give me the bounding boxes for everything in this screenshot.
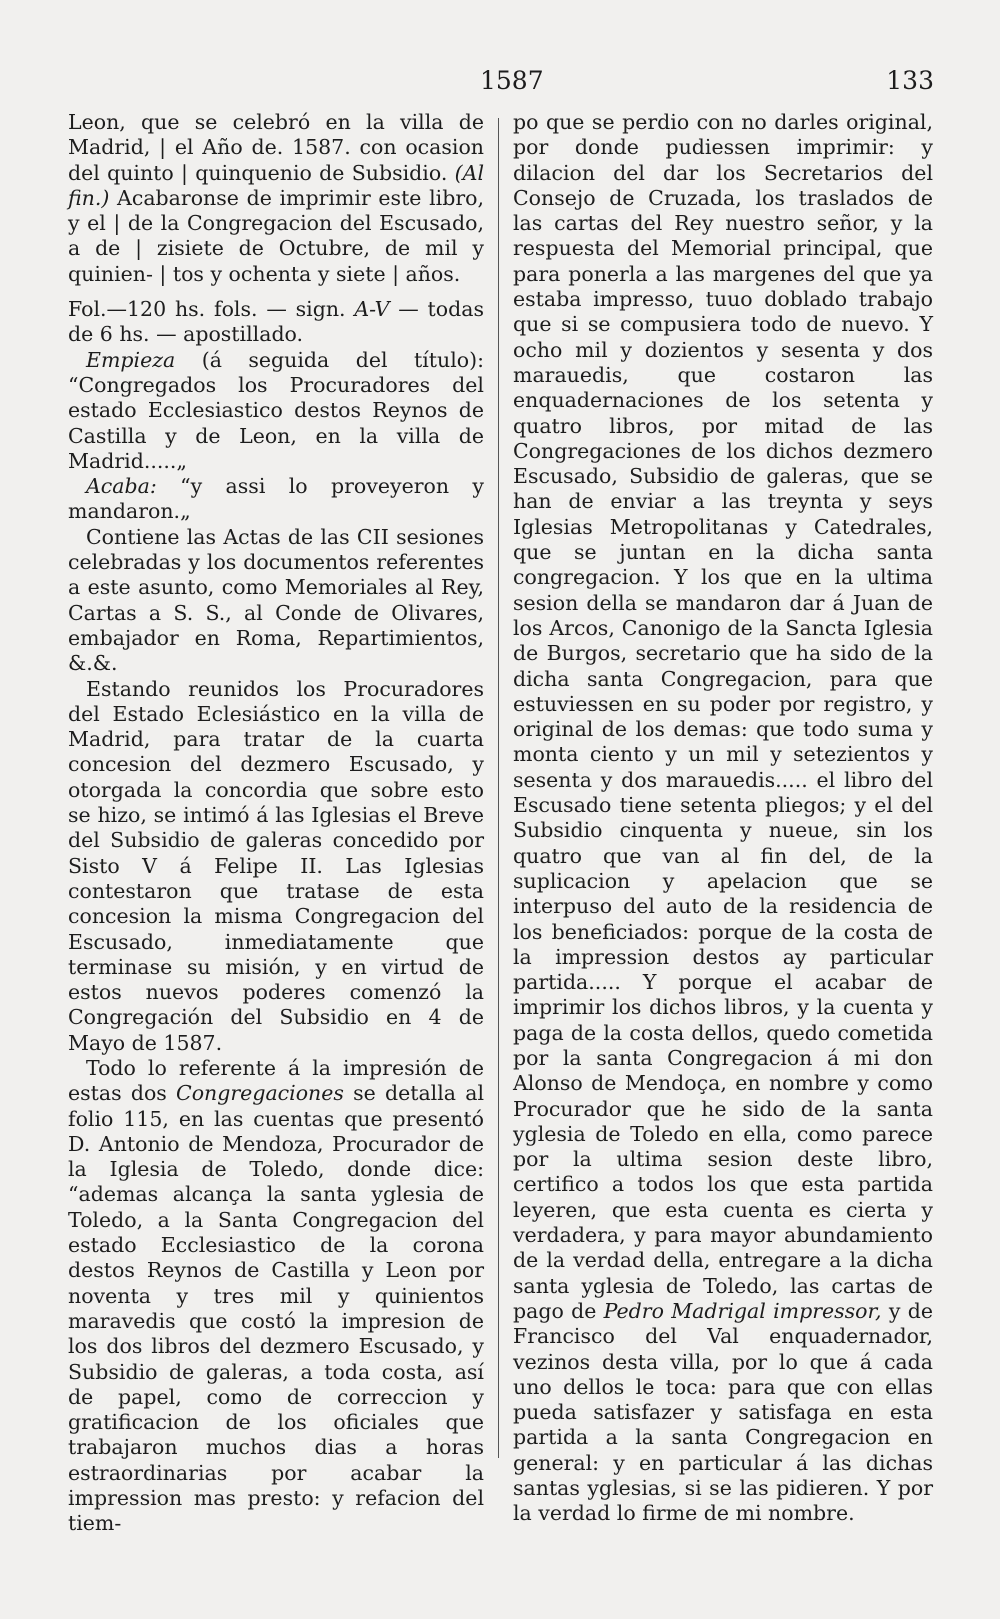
page-number: 133 [886, 66, 934, 95]
paragraph: Contiene las Actas de las CII sesiones celebradas y los documentos referentes a este asunto, como Memoriales al Rey, Cartas a S. S., al Conde de Olivares, embajador en Roma, Repartimientos, &.&. [68, 524, 484, 676]
paragraph: po que se perdio con no darles original, por donde pudiessen imprimir: y dilacion del dar los Secretarios del Consejo de Cruzada, los traslados de las cartas del Rey nuestro señor, y la respuesta del Memorial principal, que para ponerla a las margenes del que ya estaba impresso, tuuo doblado trabajo que si se compusiera todo de nuevo. Y ocho mil y dozientos y sesenta y dos marauedis, que costaron las enquadernaciones de los setenta y quatro libros, por mitad de las Congregaciones de los dichos dezmero Escusado, Subsidio de galeras, que se han de enviar a las treynta y seys Iglesias Metropolitanas y Catedrales, que se juntan en la dicha santa congregacion. Y los que en la ultima sesion della se mandaron dar á Juan de los Arcos, Canonigo de la Sancta Iglesia de Burgos, secretario que ha sido de la dicha santa Congregacion, para que estuviessen en su poder por registro, y original de los demas: que todo suma y monta ciento y un mil y setezientos y sesenta y dos marauedis..... el libro del Escusado tiene setenta pliegos; y el del Subsidio cinquenta y nueue, sin los quatro que van al fin del, de la suplicacion y apelacion que se interpuso del auto de la residencia de los beneficiados: porque de la costa de la impression destos ay particular partida..... Y porque el acabar de imprimir los dichos libros, y la cuenta y paga de la costa dellos, quedo cometida por la santa Congregacion á mi don Alonso de Mendoça, en nombre y como Procurador que he sido de la santa yglesia de Toledo en ella, como parece por la ultima sesion deste libro, certifico a todos los que esta partida leyeren, que esta cuenta es cierta y verdadera, y para mayor abundamiento de la verdad della, entregare a la dicha santa yglesia de Toledo, las cartas de pago de Pedro Madrigal impressor, y de Francisco del Val enquadernador, vezinos desta villa, por lo que á cada uno dellos le toca: para que con ellas pueda satisfazer y satisfaga en esta partida a la santa Congregacion en general: y en particular á las dichas santas yglesias, si se las pidieren. Y por la verdad lo firme de mi nombre. [513, 110, 933, 1526]
paragraph: Todo lo referente á la impresión de estas dos Congregaciones se detalla al folio 115, en las cuentas que presentó D. Antonio de Mendoza, Procurador de la Iglesia de Toledo, donde dice: “ademas alcança la santa yglesia de Toledo, a la Santa Congregacion del estado Ecclesiastico de la corona destos Reynos de Castilla y Leon por noventa y tres mil y quinientos maravedis que costó la impresion de los dos libros del dezmero Escusado, y Subsidio de galeras, a toda costa, así de papel, como de correccion y gratificacion de los oficiales que trabajaron muchos dias a horas estraordinarias por acabar la impression mas presto: y refacion del tiem- [68, 1055, 484, 1536]
right-column [513, 110, 933, 1527]
left-column [68, 110, 484, 1537]
page-header [0, 60, 1000, 100]
paragraph: Empieza (á seguida del título): “Congregados los Procuradores del estado Ecclesiastico destos Reynos de Castilla y de Leon, en la villa de Madrid.....„ [68, 347, 484, 473]
paragraph: Acaba: “y assi lo proveyeron y mandaron.„ [68, 474, 484, 524]
paragraph: Leon, que se celebró en la villa de Madrid, | el Año de. 1587. con ocasion del quinto | quinquenio de Subsidio. (Al fin.) Acabaronse de imprimir este libro, y el | de la Congregacion del Escusado, a de | zisiete de Octubre, de mil y quinien- | tos y ochenta y siete | años. [68, 110, 484, 286]
column-divider [498, 118, 499, 1458]
paragraph: Fol.—120 hs. fols. — sign. A-V — todas de 6 hs. — apostillado. [68, 297, 484, 347]
running-head-year: 1587 [480, 66, 544, 95]
paragraph: Estando reunidos los Procuradores del Estado Eclesiástico en la villa de Madrid, para tratar de la cuarta concesion del dezmero Escusado, y otorgada la concordia que sobre esto se hizo, se intimó á las Iglesias el Breve del Subsidio de galeras concedido por Sisto V á Felipe II. Las Iglesias contestaron que tratase de esta concesion la misma Congregacion del Escusado, inmediatamente que terminase su misión, y en virtud de estos nuevos poderes comenzó la Congregación del Subsidio en 4 de Mayo de 1587. [68, 676, 484, 1055]
